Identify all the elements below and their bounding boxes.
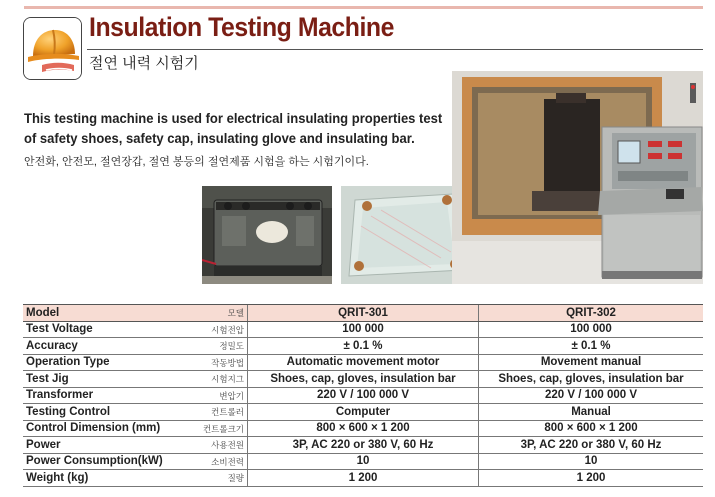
row-label: Test Voltage — [26, 323, 93, 336]
row-value-1: 220 V / 100 000 V — [248, 387, 479, 404]
table-row — [23, 404, 703, 421]
row-value-1: Automatic movement motor — [248, 354, 479, 371]
photo-testing-machine — [452, 71, 703, 284]
row-label: Operation Type — [26, 356, 110, 369]
row-label-ko: 시험전압 — [211, 324, 244, 335]
table-row — [23, 470, 703, 487]
row-label-ko: 정밀도 — [219, 341, 244, 351]
row-value-2: 3P, AC 220 or 380 V, 60 Hz — [479, 437, 704, 454]
photo-test-jig-box — [202, 186, 332, 284]
spec-table-header — [23, 305, 703, 322]
header-model-1: QRIT-301 — [248, 305, 479, 322]
description-korean: 안전화, 안전모, 절연장갑, 절연 봉등의 절연제품 시험을 하는 시험기이다. — [24, 156, 369, 168]
row-value-2: 100 000 — [479, 321, 704, 338]
row-label: Test Jig — [26, 372, 69, 385]
row-value-2: 1 200 — [479, 470, 704, 487]
row-value-2: 220 V / 100 000 V — [479, 387, 704, 404]
page-title: Insulation Testing Machine — [89, 12, 395, 42]
row-value-1: ± 0.1 % — [248, 338, 479, 355]
row-label-ko: 컨트롤러 — [211, 407, 244, 417]
row-label: Control Dimension (mm) — [26, 422, 161, 435]
table-row — [23, 371, 703, 388]
row-value-1: 800 × 600 × 1 200 — [248, 420, 479, 437]
row-label: Power — [26, 438, 61, 451]
row-label: Weight (kg) — [26, 471, 89, 484]
row-value-1: 1 200 — [248, 470, 479, 487]
row-value-2: 800 × 600 × 1 200 — [479, 420, 704, 437]
row-value-1: Shoes, cap, gloves, insulation bar — [248, 371, 479, 388]
row-value-2: ± 0.1 % — [479, 338, 704, 355]
row-label-ko: 사용전원 — [211, 440, 244, 450]
description-line-2: of safety shoes, safety cap, insulating glove and insulating bar. — [24, 130, 415, 146]
page-subtitle: 절연 내력 시험기 — [89, 55, 199, 72]
header-label: Model — [26, 306, 60, 319]
table-row — [23, 453, 703, 470]
table-row — [23, 387, 703, 404]
row-label-ko: 질량 — [227, 473, 244, 483]
row-label-ko: 변압기 — [219, 390, 244, 401]
safety-helmet-icon — [24, 18, 81, 79]
row-label: Power Consumption(kW) — [26, 455, 163, 468]
row-label: Accuracy — [26, 339, 78, 352]
title-divider — [87, 49, 703, 50]
header-label-cell — [23, 305, 248, 322]
description — [24, 108, 442, 148]
table-row — [23, 338, 703, 355]
row-label-ko: 작동방법 — [211, 357, 244, 368]
top-accent-line — [24, 6, 703, 9]
table-row — [23, 437, 703, 454]
row-value-2: Movement manual — [479, 354, 704, 371]
row-label: Testing Control — [26, 405, 111, 418]
row-value-1: 3P, AC 220 or 380 V, 60 Hz — [248, 437, 479, 454]
row-value-1: 100 000 — [248, 321, 479, 338]
row-value-1: Computer — [248, 404, 479, 421]
row-label-ko: 시험지그 — [211, 374, 244, 384]
row-label: Transformer — [26, 389, 94, 402]
header-label-ko: 모델 — [227, 308, 244, 318]
photo-acrylic-plate — [341, 186, 469, 284]
table-row — [23, 420, 703, 437]
row-value-2: Manual — [479, 404, 704, 421]
row-value-2: 10 — [479, 453, 704, 470]
row-value-1: 10 — [248, 453, 479, 470]
spec-table — [23, 304, 703, 487]
table-row — [23, 321, 703, 338]
row-label-ko: 소비전력 — [211, 456, 244, 467]
logo-box — [23, 17, 82, 80]
row-label-ko: 컨트롤크기 — [202, 423, 244, 434]
description-line-1: This testing machine is used for electrical insulating properties test — [24, 110, 443, 126]
row-value-2: Shoes, cap, gloves, insulation bar — [479, 371, 704, 388]
header-model-2: QRIT-302 — [479, 305, 704, 322]
table-row — [23, 354, 703, 371]
